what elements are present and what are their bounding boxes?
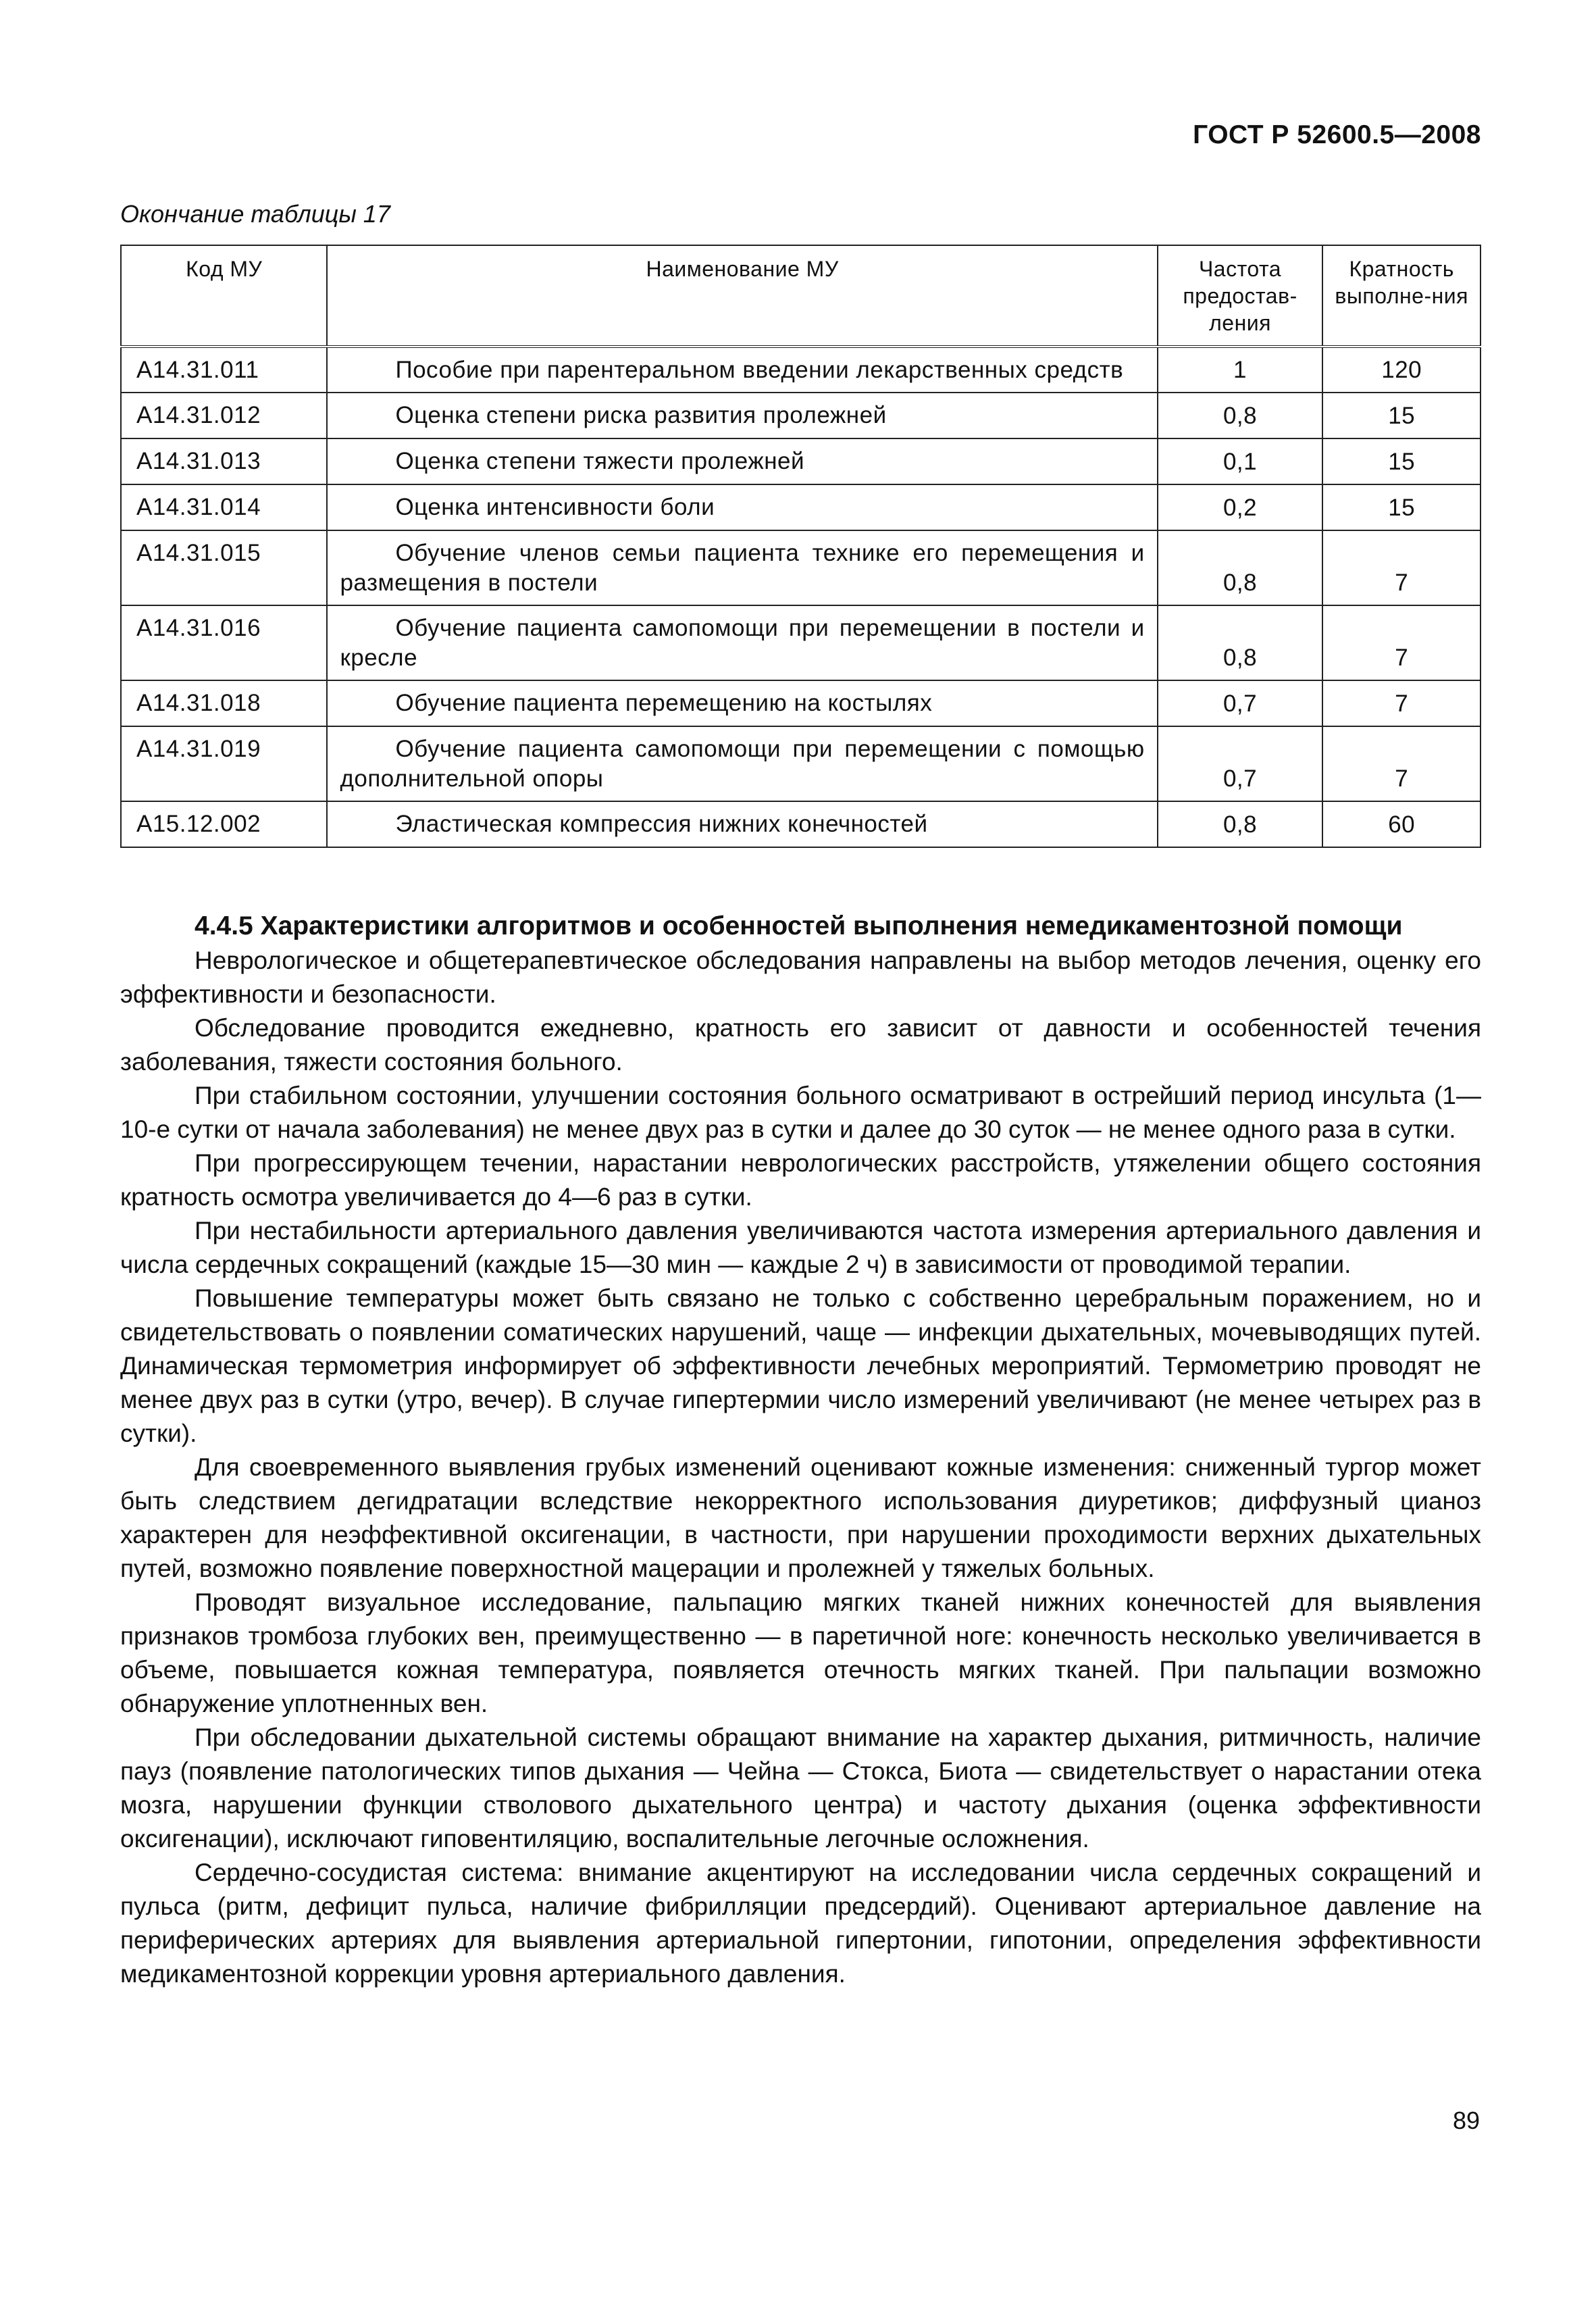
- cell-name: Обучение членов семьи пациента технике его перемещения и размещения в постели: [327, 530, 1157, 605]
- cell-multiplicity: 7: [1322, 530, 1481, 605]
- cell-code: A14.31.018: [121, 680, 327, 726]
- page-number: 89: [1452, 2107, 1480, 2134]
- table-row: [121, 438, 1481, 484]
- cell-code: A14.31.016: [121, 605, 327, 680]
- paragraph: Обследование проводится ежедневно, кратность его зависит от давности и особенностей течения заболевания, тяжести состояния больного.: [120, 1014, 1481, 1076]
- table-body: [121, 347, 1481, 847]
- cell-frequency: 0,8: [1158, 801, 1323, 847]
- cell-frequency: 0,7: [1158, 726, 1323, 801]
- cell-multiplicity: 60: [1322, 801, 1481, 847]
- cell-name: Обучение пациента самопомощи при перемещении с помощью дополнительной опоры: [327, 726, 1157, 801]
- paragraph: Повышение температуры может быть связано не только с собственно церебральным поражением, но и свидетельствовать о появлении соматических нарушений, чаще — инфекции дыхательных, мочевыводящих путей. Динамическая термометрия информирует об эффективности лечебных мероприятий. Термометрию проводят не менее двух раз в сутки (утро, вечер). В случае гипертермии число измерений увеличивают (не менее четырех раз в сутки).: [120, 1284, 1481, 1447]
- cell-frequency: 0,8: [1158, 530, 1323, 605]
- cell-frequency: 0,1: [1158, 438, 1323, 484]
- cell-code: A14.31.014: [121, 484, 327, 530]
- section-content: [120, 909, 1481, 1991]
- medical-services-table: [120, 245, 1481, 848]
- cell-name: Обучение пациента самопомощи при перемещении в постели и кресле: [327, 605, 1157, 680]
- cell-code: A14.31.019: [121, 726, 327, 801]
- column-header-code: Код МУ: [121, 245, 327, 347]
- paragraph: Сердечно-сосудистая система: внимание акцентируют на исследовании числа сердечных сокращений и пульса (ритм, дефицит пульса, наличие фибрилляции предсердий). Оценивают артериальное давление на периферических артериях для выявления артериальной гипертонии, гипотонии, определения эффективности медикаментозной коррекции уровня артериального давления.: [120, 1859, 1481, 1988]
- cell-multiplicity: 7: [1322, 680, 1481, 726]
- paragraph: При обследовании дыхательной системы обращают внимание на характер дыхания, ритмичность, наличие пауз (появление патологических типов дыхания — Чейна — Стокса, Биота — свидетельствует о нарастании отека мозга, нарушении функции стволового дыхательного центра) и частоту дыхания (оценка эффективности оксигенации), исключают гиповентиляцию, воспалительные легочные осложнения.: [120, 1724, 1481, 1853]
- table-row: [121, 605, 1481, 680]
- column-header-frequency: Частота предостав-ления: [1158, 245, 1323, 347]
- cell-multiplicity: 7: [1322, 726, 1481, 801]
- table-caption: Окончание таблицы 17: [120, 200, 390, 228]
- cell-frequency: 0,7: [1158, 680, 1323, 726]
- paragraph: Неврологическое и общетерапевтическое обследования направлены на выбор методов лечения, оценку его эффективности и безопасности.: [120, 947, 1481, 1008]
- table-row: [121, 726, 1481, 801]
- cell-name: Оценка интенсивности боли: [327, 484, 1157, 530]
- cell-multiplicity: 7: [1322, 605, 1481, 680]
- cell-frequency: 0,8: [1158, 605, 1323, 680]
- column-header-name: Наименование МУ: [327, 245, 1157, 347]
- table-row: [121, 347, 1481, 393]
- cell-name: Обучение пациента перемещению на костылях: [327, 680, 1157, 726]
- cell-name: Пособие при парентеральном введении лекарственных средств: [327, 347, 1157, 393]
- cell-name: Оценка степени тяжести пролежней: [327, 438, 1157, 484]
- section-heading: 4.4.5 Характеристики алгоритмов и особенностей выполнения немедикаментозной помощи: [195, 911, 1403, 940]
- cell-code: A14.31.015: [121, 530, 327, 605]
- paragraph: При прогрессирующем течении, нарастании неврологических расстройств, утяжелении общего состояния кратность осмотра увеличивается до 4—6 раз в сутки.: [120, 1149, 1481, 1211]
- paragraph: При нестабильности артериального давления увеличиваются частота измерения артериального давления и числа сердечных сокращений (каждые 15—30 мин — каждые 2 ч) в зависимости от проводимой терапии.: [120, 1217, 1481, 1278]
- cell-multiplicity: 15: [1322, 484, 1481, 530]
- table-row: [121, 393, 1481, 438]
- cell-multiplicity: 15: [1322, 438, 1481, 484]
- cell-frequency: 0,8: [1158, 393, 1323, 438]
- cell-code: A14.31.011: [121, 347, 327, 393]
- cell-multiplicity: 120: [1322, 347, 1481, 393]
- cell-multiplicity: 15: [1322, 393, 1481, 438]
- table-row: [121, 680, 1481, 726]
- table-row: [121, 801, 1481, 847]
- cell-name: Эластическая компрессия нижних конечностей: [327, 801, 1157, 847]
- standard-code-header: ГОСТ Р 52600.5—2008: [1193, 120, 1481, 149]
- cell-code: A14.31.013: [121, 438, 327, 484]
- paragraph: Для своевременного выявления грубых изменений оценивают кожные изменения: сниженный тургор может быть следствием дегидратации вследствие некорректного использования диуретиков; диффузный цианоз характерен для неэффективной оксигенации, в частности, при нарушении проходимости верхних дыхательных путей, возможно появление поверхностной мацерации и пролежней у тяжелых больных.: [120, 1453, 1481, 1582]
- column-header-multiplicity: Кратность выполне-ния: [1322, 245, 1481, 347]
- cell-name: Оценка степени риска развития пролежней: [327, 393, 1157, 438]
- cell-code: A15.12.002: [121, 801, 327, 847]
- table-row: [121, 530, 1481, 605]
- cell-code: A14.31.012: [121, 393, 327, 438]
- paragraph: Проводят визуальное исследование, пальпацию мягких тканей нижних конечностей для выявления признаков тромбоза глубоких вен, преимущественно — в паретичной ноге: конечность несколько увеличивается в объеме, повышается кожная температура, появляется отечность мягких тканей. При пальпации возможно обнаружение уплотненных вен.: [120, 1588, 1481, 1717]
- cell-frequency: 1: [1158, 347, 1323, 393]
- table-header-row: [121, 245, 1481, 347]
- table-row: [121, 484, 1481, 530]
- paragraph: При стабильном состоянии, улучшении состояния больного осматривают в острейший период инсульта (1—10-е сутки от начала заболевания) не менее двух раз в сутки и далее до 30 суток — не менее одного раза в сутки.: [120, 1082, 1481, 1143]
- cell-frequency: 0,2: [1158, 484, 1323, 530]
